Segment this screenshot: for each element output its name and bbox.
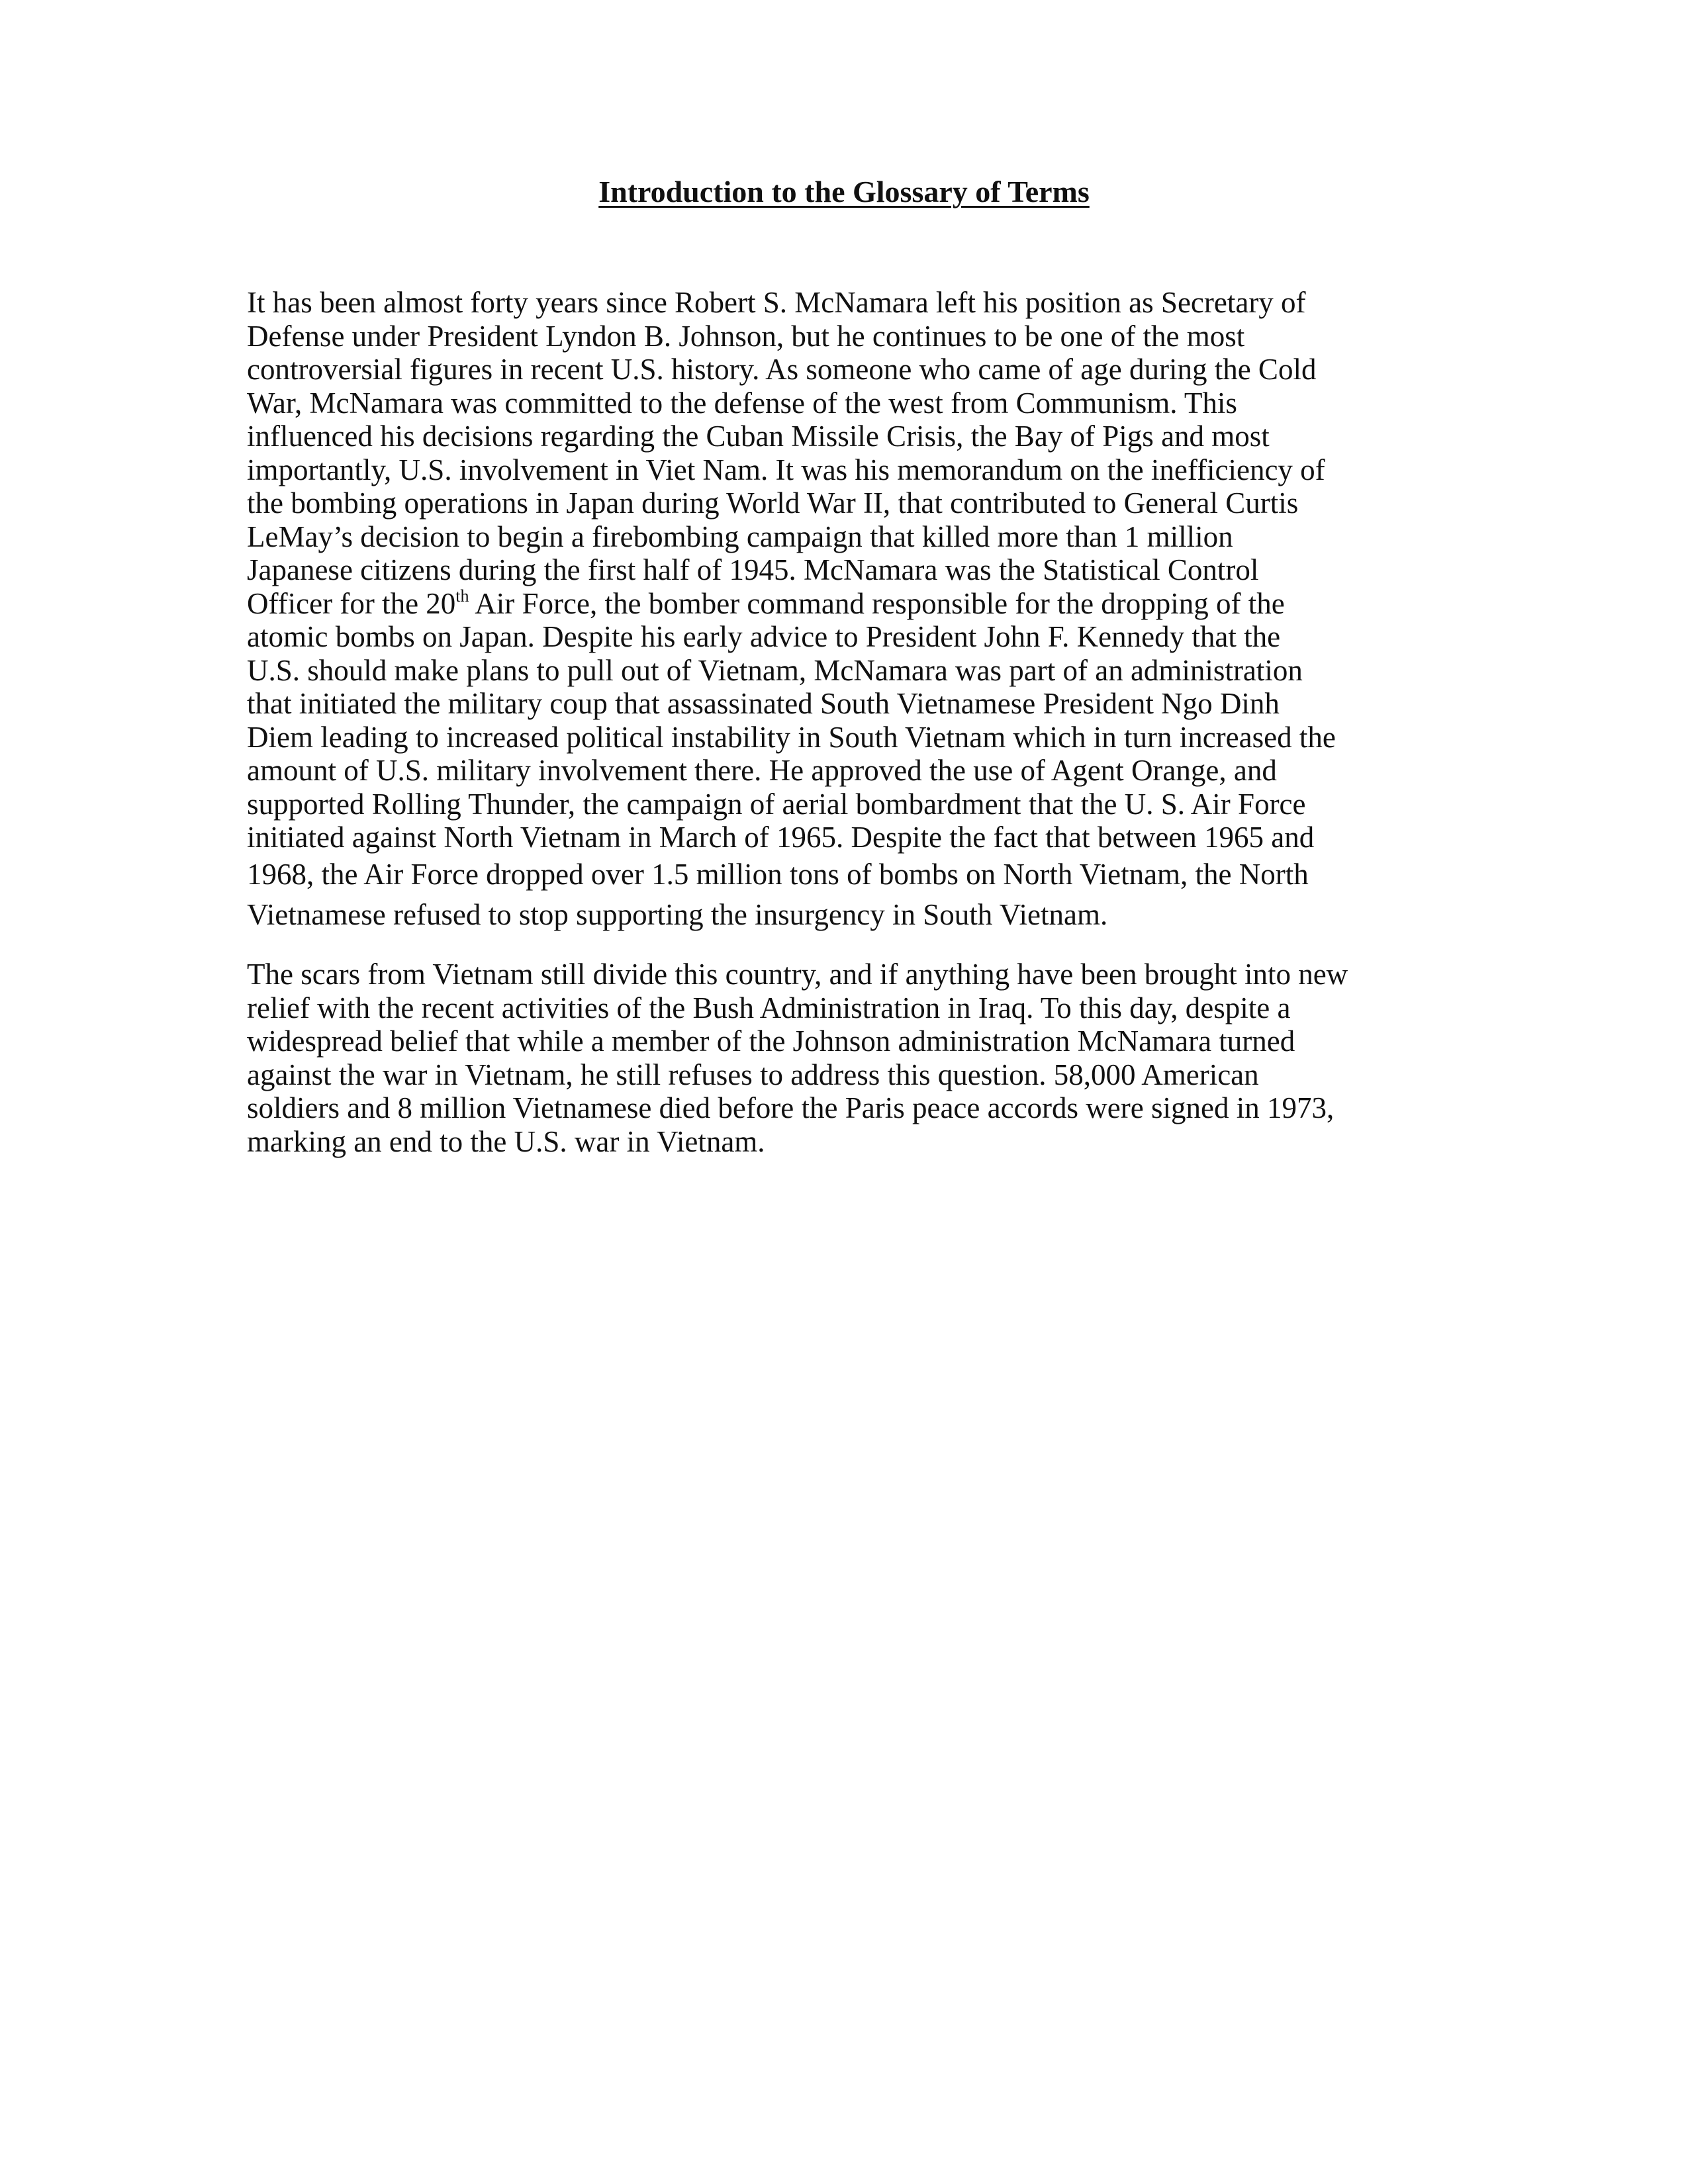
paragraph-line: the bombing operations in Japan during World War II, that contributed to General Curtis [247, 486, 1299, 520]
intro-paragraph-1 [247, 286, 1458, 935]
paragraph-line: War, McNamara was committed to the defense of the west from Communism. This [247, 386, 1237, 420]
paragraph-line: Defense under President Lyndon B. Johnson, but he continues to be one of the most [247, 319, 1245, 353]
paragraph-line: initiated against North Vietnam in March of 1965. Despite the fact that between 1965 and [247, 821, 1315, 854]
paragraph-line: relief with the recent activities of the Bush Administration in Iraq. To this day, despite a [247, 991, 1291, 1024]
paragraph-line: marking an end to the U.S. war in Vietnam. [247, 1124, 765, 1158]
paragraph-line: atomic bombs on Japan. Despite his early advice to President John F. Kennedy that the [247, 620, 1281, 653]
line-text-before: Officer for the 20 [247, 586, 456, 620]
paragraph-line: against the war in Vietnam, he still refuses to address this question. 58,000 American [247, 1058, 1259, 1091]
intro-paragraph-2 [247, 958, 1458, 1158]
paragraph-line: U.S. should make plans to pull out of Vietnam, McNamara was part of an administration [247, 653, 1303, 687]
paragraph-line: importantly, U.S. involvement in Viet Nam. It was his memorandum on the inefficiency of [247, 453, 1325, 486]
paragraph-line: It has been almost forty years since Robert S. McNamara left his position as Secretary of [247, 286, 1306, 319]
paragraph-line: soldiers and 8 million Vietnamese died before the Paris peace accords were signed in 1973, [247, 1091, 1335, 1124]
paragraph-line: controversial figures in recent U.S. history. As someone who came of age during the Cold [247, 353, 1317, 386]
line-text-after: Air Force, the bomber command responsible for the dropping of the [469, 586, 1285, 620]
paragraph-line: Vietnamese refused to stop supporting the insurgency in South Vietnam. [247, 897, 1108, 931]
paragraph-line: widespread belief that while a member of the Johnson administration McNamara turned [247, 1024, 1295, 1058]
paragraph-line: 1968, the Air Force dropped over 1.5 million tons of bombs on North Vietnam, the North [247, 857, 1309, 891]
paragraph-line: amount of U.S. military involvement there. He approved the use of Agent Orange, and [247, 754, 1277, 787]
paragraph-line: The scars from Vietnam still divide this country, and if anything have been brought into new [247, 958, 1348, 991]
paragraph-line: Japanese citizens during the first half of 1945. McNamara was the Statistical Control [247, 553, 1259, 586]
paragraph-line: Diem leading to increased political instability in South Vietnam which in turn increased the [247, 720, 1336, 754]
paragraph-line: influenced his decisions regarding the Cuban Missile Crisis, the Bay of Pigs and most [247, 420, 1270, 453]
paragraph-line: that initiated the military coup that assassinated South Vietnamese President Ngo Dinh [247, 687, 1280, 720]
document-title: Introduction to the Glossary of Terms [598, 175, 1090, 208]
paragraph-line-with-superscript [247, 587, 1458, 621]
paragraph-line: LeMay’s decision to begin a firebombing campaign that killed more than 1 million [247, 520, 1233, 553]
ordinal-superscript: th [455, 586, 469, 606]
paragraph-line: supported Rolling Thunder, the campaign of aerial bombardment that the U. S. Air Force [247, 787, 1306, 821]
